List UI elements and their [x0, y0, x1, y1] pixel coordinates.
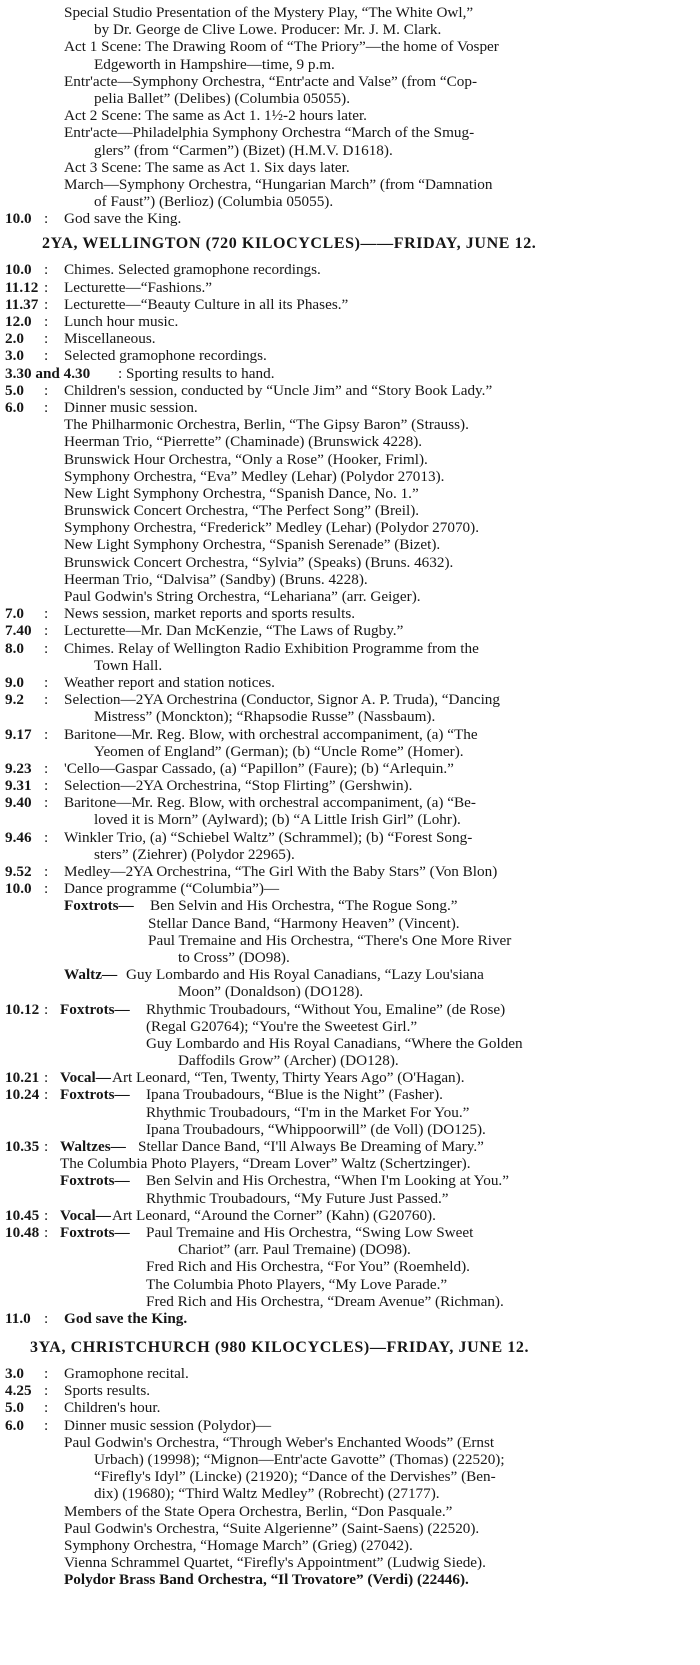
text-line: (Regal G20764); “You're the Sweetest Girl.”: [146, 1017, 418, 1035]
schedule-item: 2.0 : Miscellaneous.: [5, 330, 156, 348]
schedule-item: 10.35 : Waltzes— Stellar Dance Band, “I'll Always Be Dreaming of Mary.”: [5, 1138, 484, 1155]
text-line: Town Hall.: [94, 656, 163, 674]
dance-item: Paul Tremaine and His Orchestra, “There's One More River: [148, 931, 512, 949]
text-line: Mistress” (Monckton); “Rhapsodie Russe” (Nassbaum).: [94, 708, 436, 726]
schedule-item: 11.0 : God save the King.: [5, 1309, 188, 1327]
text-line: Act 3 Scene: The same as Act 1. Six days later.: [64, 158, 350, 176]
schedule-item: 9.17 : Baritone—Mr. Reg. Blow, with orchestral accompaniment, (a) “The: [5, 725, 478, 743]
text-line: Edgeworth in Hampshire—time, 9 p.m.: [94, 55, 335, 73]
schedule-item: 3.0 : Selected gramophone recordings.: [5, 347, 267, 365]
dinner-item: New Light Symphony Orchestra, “Spanish Serenade” (Bizet).: [64, 536, 441, 554]
wellington-schedule: [0, 261, 700, 1327]
text-line: glers” (from “Carmen”) (Bizet) (H.M.V. D1618).: [94, 141, 393, 159]
schedule-item: 9.23 : 'Cello—Gaspar Cassado, (a) “Papillon” (Faure); (b) “Arlequin.”: [5, 759, 454, 777]
dinner-item: The Philharmonic Orchestra, Berlin, “The Gipsy Baron” (Strauss).: [64, 416, 469, 434]
dinner-item: New Light Symphony Orchestra, “Spanish Dance, No. 1.”: [64, 484, 419, 502]
schedule-item: 12.0 : Lunch hour music.: [5, 313, 179, 330]
christchurch-schedule: [0, 1365, 700, 1588]
dinner-item: Paul Godwin's Orchestra, “Suite Algerienne” (Saint-Saens) (22520).: [64, 1519, 480, 1537]
text-line: Fred Rich and His Orchestra, “Dream Avenue” (Richman).: [146, 1292, 504, 1310]
schedule-item: 11.37 : Lecturette—“Beauty Culture in all its Phases.”: [5, 295, 349, 313]
mystery-play-section: [0, 4, 700, 227]
dance-item: Foxtrots— Ben Selvin and His Orchestra, “When I'm Looking at You.”: [60, 1172, 509, 1190]
schedule-item: 4.25 : Sports results.: [5, 1382, 151, 1400]
dinner-item: Urbach) (19998); “Mignon—Entr'acte Gavotte” (Thomas) (22520);: [94, 1451, 505, 1468]
text-line: The Columbia Photo Players, “My Love Parade.”: [146, 1275, 448, 1293]
dance-item: Stellar Dance Band, “Harmony Heaven” (Vincent).: [148, 914, 460, 932]
dance-item: to Cross” (DO98).: [178, 948, 290, 966]
text-line: Ipana Troubadours, “Whippoorwill” (de Voll) (DO125).: [146, 1120, 486, 1138]
schedule-item: 7.0 : News session, market reports and sports results.: [5, 605, 356, 623]
text-line: sters” (Ziehrer) (Polydor 22965).: [94, 845, 295, 863]
schedule-item: 9.46 : Winkler Trio, (a) “Schiebel Waltz” (Schrammel); (b) “Forest Song-: [5, 828, 473, 846]
text-line: Fred Rich and His Orchestra, “For You” (Roemheld).: [146, 1258, 470, 1276]
text-line: Daffodils Grow” (Archer) (DO128).: [178, 1052, 399, 1070]
schedule-item: 7.40 : Lecturette—Mr. Dan McKenzie, “The Laws of Rugby.”: [5, 622, 404, 640]
schedule-item: 3.0 : Gramophone recital.: [5, 1365, 189, 1383]
dinner-item: “Firefly's Idyl” (Lincke) (21920); “Dance of the Dervishes” (Ben-: [94, 1468, 496, 1486]
dinner-item: Paul Godwin's String Orchestra, “Lehariana” (arr. Geiger).: [64, 588, 421, 605]
text-line: Act 2 Scene: The same as Act 1. 1½-2 hours later.: [64, 107, 367, 125]
schedule-item: 10.24 : Foxtrots— Ipana Troubadours, “Blue is the Night” (Fasher).: [5, 1086, 443, 1104]
text-line: The Columbia Photo Players, “Dream Lover” Waltz (Schertzinger).: [60, 1155, 471, 1173]
text-line: Yeomen of England” (German); (b) “Uncle Rome” (Homer).: [94, 742, 464, 760]
text-line: March—Symphony Orchestra, “Hungarian March” (from “Damnation: [64, 175, 493, 193]
schedule-item: 3.30 and 4.30 : Sporting results to hand.: [5, 364, 275, 382]
dinner-item: Symphony Orchestra, “Frederick” Medley (Lehar) (Polydor 27070).: [64, 519, 480, 537]
schedule-item: 5.0 : Children's session, conducted by “Uncle Jim” and “Story Book Lady.”: [5, 381, 493, 399]
schedule-item: 9.0 : Weather report and station notices.: [5, 673, 275, 691]
dance-item: Foxtrots— Ben Selvin and His Orchestra, “The Rogue Song.”: [64, 897, 458, 915]
text-line: loved it is Morn” (Aylward); (b) “A Little Irish Girl” (Lohr).: [94, 811, 461, 829]
schedule-item: 10.0 : God save the King.: [5, 210, 182, 228]
schedule-item: 5.0 : Children's hour.: [5, 1399, 161, 1417]
text-line: Entr'acte—Symphony Orchestra, “Entr'acte and Valse” (from “Cop-: [64, 72, 477, 90]
dinner-item: dix) (19680); “Third Waltz Medley” (Robrecht) (27177).: [94, 1485, 440, 1503]
newspaper-page: [0, 4, 700, 1589]
schedule-item: 6.0 : Dinner music session (Polydor)—: [5, 1416, 272, 1434]
dinner-item: Symphony Orchestra, “Homage March” (Grieg) (27042).: [64, 1536, 413, 1554]
schedule-item: 10.12 : Foxtrots— Rhythmic Troubadours, “Without You, Emaline” (de Rose): [5, 1000, 506, 1018]
schedule-item: 9.31 : Selection—2YA Orchestrina, “Stop Flirting” (Gershwin).: [5, 777, 413, 795]
text-line: Rhythmic Troubadours, “My Future Just Passed.”: [146, 1189, 449, 1207]
schedule-item: 10.48 : Foxtrots— Paul Tremaine and His Orchestra, “Swing Low Sweet: [5, 1223, 474, 1241]
text-line: Act 1 Scene: The Drawing Room of “The Priory”—the home of Vosper: [64, 38, 499, 56]
text-line: Special Studio Presentation of the Mystery Play, “The White Owl,”: [64, 4, 474, 21]
schedule-item: 10.0 : Chimes. Selected gramophone recordings.: [5, 261, 321, 279]
schedule-item: 9.40 : Baritone—Mr. Reg. Blow, with orchestral accompaniment, (a) “Be-: [5, 794, 476, 812]
text-line: Chariot” (arr. Paul Tremaine) (DO98).: [178, 1241, 411, 1259]
text-line: Guy Lombardo and His Royal Canadians, “Where the Golden: [146, 1034, 523, 1052]
schedule-item: 10.0 : Dance programme (“Columbia”)—: [5, 880, 280, 898]
text-line: of Faust”) (Berlioz) (Columbia 05055).: [94, 193, 334, 211]
text-line: by Dr. George de Clive Lowe. Producer: Mr. J. M. Clark.: [94, 21, 442, 39]
schedule-item: 8.0 : Chimes. Relay of Wellington Radio Exhibition Programme from the: [5, 639, 479, 657]
schedule-item: 10.21 : Vocal— Art Leonard, “Ten, Twenty, Thirty Years Ago” (O'Hagan).: [5, 1069, 465, 1087]
dinner-item: Paul Godwin's Orchestra, “Through Weber's Enchanted Woods” (Ernst: [64, 1433, 495, 1451]
text-line: pelia Ballet” (Delibes) (Columbia 05055).: [94, 89, 351, 107]
dinner-item: Polydor Brass Band Orchestra, “Il Trovatore” (Verdi) (22446).: [64, 1571, 469, 1589]
dance-item: Moon” (Donaldson) (DO128).: [178, 983, 364, 1001]
dinner-item: Brunswick Hour Orchestra, “Only a Rose” (Hooker, Friml).: [64, 450, 428, 468]
dinner-item: Symphony Orchestra, “Eva” Medley (Lehar) (Polydor 27013).: [64, 467, 445, 485]
dance-item: Waltz— Guy Lombardo and His Royal Canadians, “Lazy Lou'siana: [64, 966, 484, 984]
schedule-item: 10.45 : Vocal— Art Leonard, “Around the Corner” (Kahn) (G20760).: [5, 1206, 436, 1224]
text-line: Entr'acte—Philadelphia Symphony Orchestra “March of the Smug-: [64, 124, 475, 142]
time-label: 10.0: [5, 210, 32, 228]
dinner-item: Vienna Schrammel Quartet, “Firefly's Appointment” (Ludwig Siede).: [64, 1554, 486, 1572]
dinner-item: Brunswick Concert Orchestra, “Sylvia” (Speaks) (Bruns. 4632).: [64, 553, 454, 571]
dinner-item: Heerman Trio, “Dalvisa” (Sandby) (Bruns. 4228).: [64, 570, 368, 588]
dinner-item: Brunswick Concert Orchestra, “The Perfect Song” (Breil).: [64, 502, 420, 520]
schedule-item: 11.12 : Lecturette—“Fashions.”: [5, 278, 213, 296]
dinner-item: Members of the State Opera Orchestra, Berlin, “Don Pasquale.”: [64, 1502, 453, 1520]
schedule-item: 9.52 : Medley—2YA Orchestrina, “The Girl With the Baby Stars” (Von Blon): [5, 863, 498, 880]
schedule-item: 6.0 : Dinner music session.: [5, 398, 198, 416]
schedule-item: 9.2 : Selection—2YA Orchestrina (Conductor, Signor A. P. Truda), “Dancing: [5, 691, 500, 709]
station-heading-christchurch: 3YA, CHRISTCHURCH (980 KILOCYCLES)—FRIDAY, JUNE 12.: [30, 1339, 530, 1357]
dinner-item: Heerman Trio, “Pierrette” (Chaminade) (Brunswick 4228).: [64, 433, 423, 451]
station-heading-wellington: 2YA, WELLINGTON (720 KILOCYCLES)——FRIDAY, JUNE 12.: [42, 235, 537, 253]
text-line: Rhythmic Troubadours, “I'm in the Market For You.”: [146, 1103, 470, 1121]
